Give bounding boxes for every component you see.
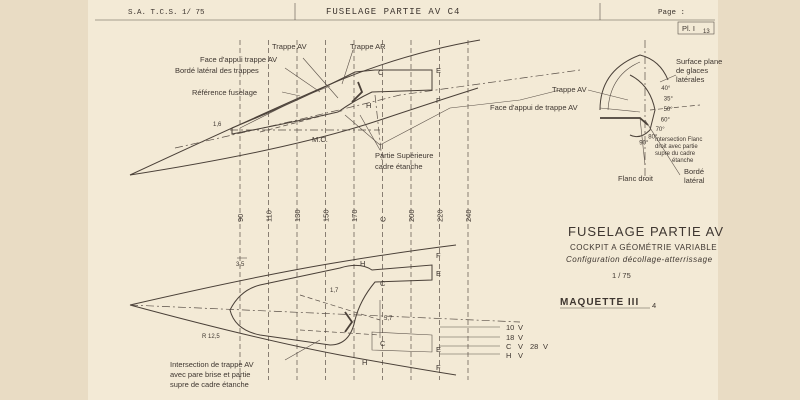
label-inter-2: droit avec partie xyxy=(655,144,698,150)
label-mc: M.C. xyxy=(312,135,328,144)
label-borde-1: Bordé xyxy=(684,167,705,176)
fuselage-bottom-outline xyxy=(130,88,478,175)
section-angle-label: 40° xyxy=(661,86,671,92)
label-plan-inter-3: supre de cadre étanche xyxy=(170,380,249,389)
section-angle-label: 35° xyxy=(663,96,673,103)
title-maquette-sub: 4 xyxy=(652,301,657,310)
plan-point-c-bottom: C xyxy=(380,339,386,348)
leader-section-trappe xyxy=(588,90,628,100)
header-title: FUSELAGE PARTIE AV C4 xyxy=(326,7,461,17)
header-ref: S.A. T.C.S. 1/ 75 xyxy=(128,9,205,17)
plan-hidden-1 xyxy=(300,295,380,320)
plan-seal-hatch xyxy=(345,312,352,332)
plan-point-f-top: F xyxy=(436,251,441,260)
leader-trappe-av xyxy=(303,58,338,98)
label-surface-3: latérales xyxy=(676,75,705,84)
title-line-3: Configuration décollage-atterrissage xyxy=(566,255,713,264)
label-surface-1: Surface plane xyxy=(676,57,723,66)
plan-top-outline xyxy=(130,245,456,305)
section-view xyxy=(490,40,722,185)
plan-view xyxy=(130,245,548,389)
label-v10: 10 xyxy=(506,323,515,332)
label-vh: H xyxy=(506,351,512,360)
leader-partie-sup xyxy=(360,115,380,150)
station-lines xyxy=(236,40,473,380)
label-v10-unit: V xyxy=(518,323,524,332)
plate-label: Pl. I xyxy=(682,24,695,33)
section-angle-label: 50° xyxy=(663,107,673,114)
section-canopy xyxy=(630,75,655,137)
header-page-label: Page : xyxy=(658,9,686,17)
station-label: 130 xyxy=(293,209,302,222)
label-borde-2: latéral xyxy=(684,176,705,185)
leader-section-surface xyxy=(660,75,676,82)
title-scale: 1 / 75 xyxy=(612,271,631,280)
title-block xyxy=(560,224,724,310)
station-label: 200 xyxy=(407,209,416,222)
point-f: F xyxy=(436,96,441,105)
label-section-trappe-av: Trappe AV xyxy=(552,85,587,94)
label-vc-unit: V xyxy=(518,342,524,351)
label-partie-sup-1: Partie Supérieure xyxy=(375,151,434,160)
plan-point-e-top: E xyxy=(436,269,442,278)
section-angle-label: 70° xyxy=(655,126,665,133)
label-plan-inter-1: Intersection de trappe AV xyxy=(170,360,254,369)
plan-centerline xyxy=(130,305,520,322)
label-section-face-appui: Face d'appui de trappe AV xyxy=(490,103,578,112)
leader-trappe-ar xyxy=(342,50,353,84)
section-arc-inner xyxy=(608,62,640,110)
label-surface-2: de glaces xyxy=(676,66,709,75)
cockpit-canopy xyxy=(232,70,432,134)
point-e: E xyxy=(436,66,442,75)
point-c: C xyxy=(378,68,384,77)
plan-point-e-bottom: E xyxy=(436,345,442,354)
label-dim-35: 3,5 xyxy=(236,262,245,268)
station-label: 220 xyxy=(435,209,445,222)
door-seal-hatch xyxy=(352,82,362,102)
label-flanc-droit: Flanc droit xyxy=(618,174,654,183)
plan-point-h-bottom: H xyxy=(362,358,368,367)
plan-point-c-top: C xyxy=(380,279,386,288)
label-inter-1: Intersection Flanc xyxy=(655,137,703,143)
hidden-line xyxy=(260,110,345,132)
label-v18-unit: V xyxy=(518,333,524,342)
label-v28-unit: V xyxy=(543,342,549,351)
label-radius: R 12,5 xyxy=(202,334,220,340)
title-maquette: MAQUETTE III xyxy=(560,297,640,308)
station-label: 240 xyxy=(464,209,473,222)
label-v18: 18 xyxy=(506,333,515,342)
label-reference-fuselage: Référence fuselage xyxy=(192,88,258,97)
label-face-appui: Face d'appui trappe AV xyxy=(200,55,278,64)
plate-sub: 13 xyxy=(703,29,710,35)
point-h: H xyxy=(366,101,372,110)
label-trappe-av: Trappe AV xyxy=(272,42,307,51)
station-label: 90 xyxy=(236,213,245,222)
section-angle-label: 90° xyxy=(639,140,649,147)
label-partie-sup-2: cadre étanche xyxy=(375,162,423,171)
leader-section-face xyxy=(600,108,640,112)
plan-point-f-bottom: F xyxy=(436,363,441,372)
title-line-1: FUSELAGE PARTIE AV xyxy=(568,224,724,239)
section-angle-label: 60° xyxy=(660,117,670,124)
label-vc: C xyxy=(506,342,512,351)
label-dim-17: 1,7 xyxy=(330,288,339,294)
label-dim-16: 1,6 xyxy=(213,122,222,128)
label-inter-4: étanche xyxy=(672,158,694,164)
label-v28: 28 xyxy=(530,342,539,351)
title-line-2: COCKPIT A GÉOMÉTRIE VARIABLE xyxy=(570,243,718,252)
station-label: 170 xyxy=(350,209,359,222)
station-label: 110 xyxy=(264,210,274,222)
station-label: C xyxy=(378,216,388,222)
label-vh-unit: V xyxy=(518,351,524,360)
station-label: 150 xyxy=(321,209,331,222)
plan-point-h-top: H xyxy=(360,259,366,268)
label-trappe-ar: Trappe AR xyxy=(350,42,386,51)
label-inter-3: supre du cadre xyxy=(655,151,696,157)
label-plan-inter-2: avec pare brise et partie xyxy=(170,370,251,379)
label-dim-57: 5,7 xyxy=(384,316,393,322)
section-hidden xyxy=(650,105,700,110)
plan-hidden-2 xyxy=(300,330,380,335)
label-borde-lateral: Bordé latéral des trappes xyxy=(175,66,259,75)
section-arc-outer xyxy=(600,55,668,110)
section-angle-label: 80° xyxy=(648,134,658,141)
